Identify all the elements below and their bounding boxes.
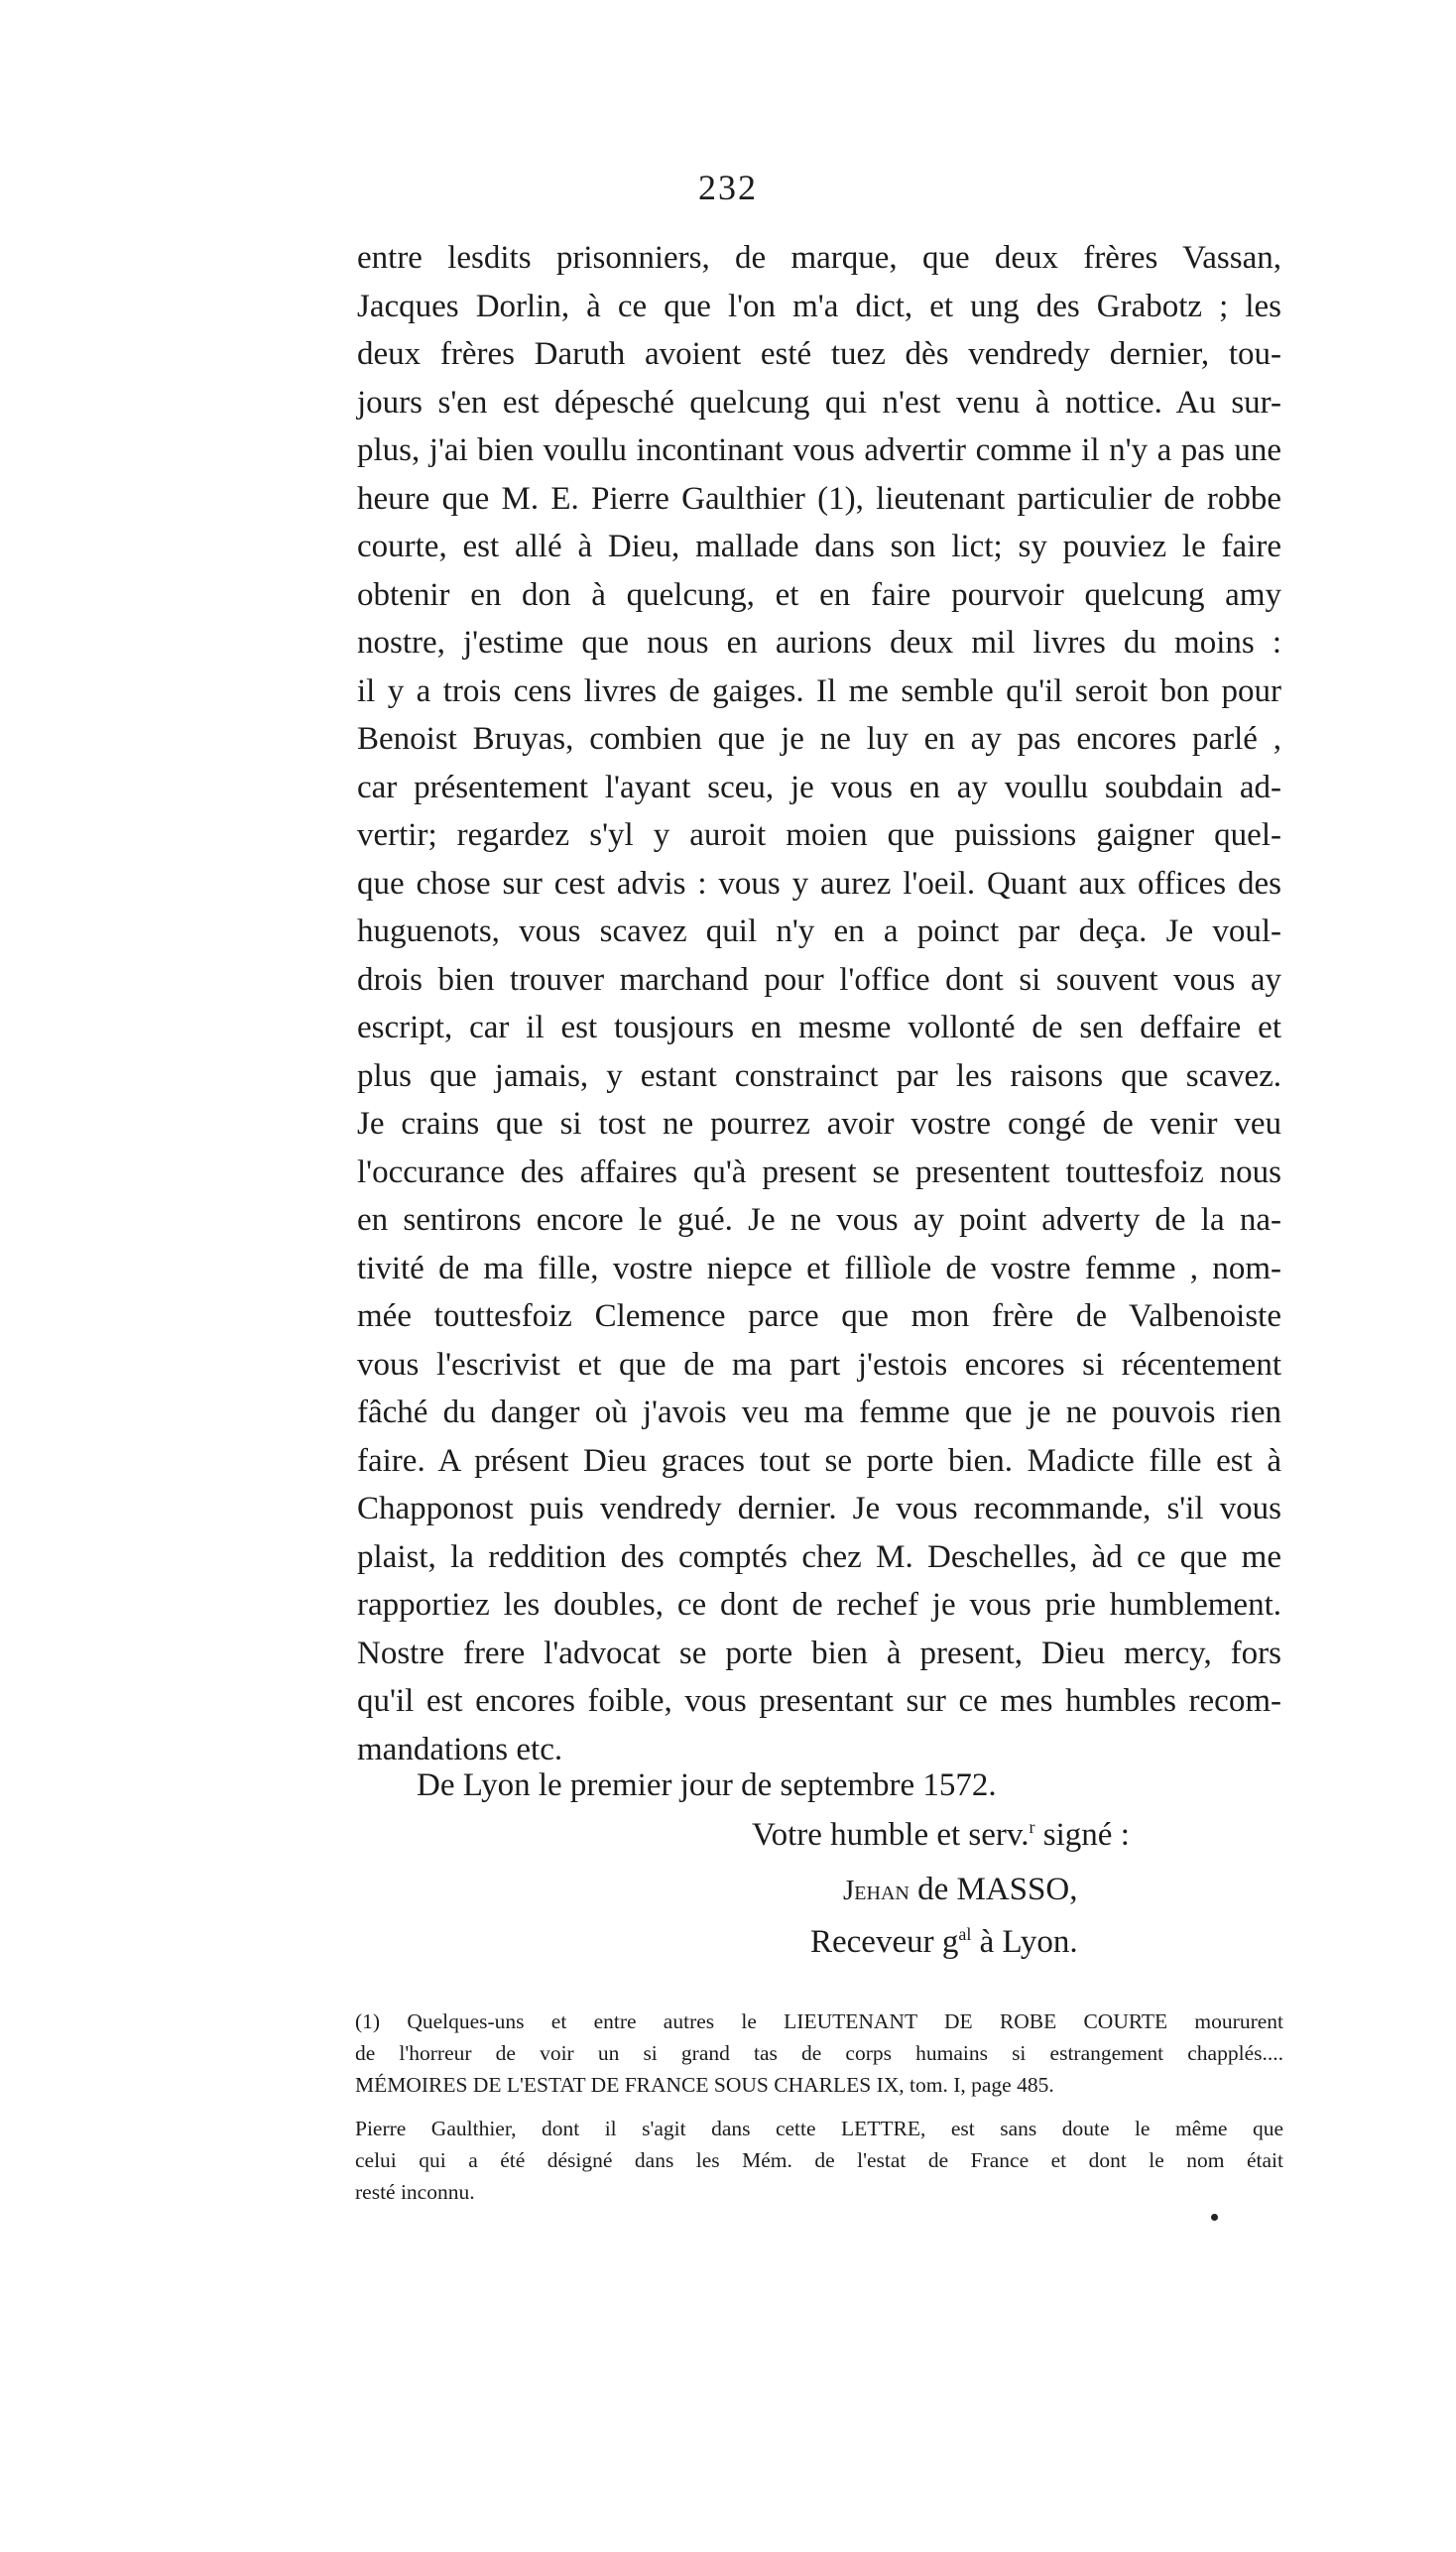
body-line: drois bien trouver marchand pour l'office dont si souvent vous ay — [357, 961, 1281, 998]
body-line: qu'il est encores foible, vous presentant sur ce mes humbles recom- — [357, 1683, 1281, 1719]
body-line: Chapponost puis vendredy dernier. Je vous recommande, s'il vous — [357, 1491, 1281, 1526]
footnote-line: MÉMOIRES DE L'ESTAT DE FRANCE SOUS CHARLES IX, tom. I, page 485. — [355, 2073, 1054, 2097]
body-line: fâché du danger où j'avois veu ma femme que je ne pouvois rien — [357, 1395, 1281, 1430]
body-line: l'occurance des affaires qu'à present se presentent touttesfoiz nous — [357, 1154, 1281, 1190]
title-text: Receveur g — [810, 1924, 959, 1960]
body-line: Benoist Bruyas, combien que je ne luy en ay pas encores parlé , — [357, 721, 1281, 757]
body-line: Je crains que si tost ne pourrez avoir vostre congé de venir veu — [357, 1106, 1281, 1142]
signature-title — [810, 1924, 1078, 1961]
body-line: heure que M. E. Pierre Gaulthier (1), lieutenant particulier de robbe — [357, 480, 1281, 517]
body-line: deux frères Daruth avoient esté tuez dès vendredy dernier, tou- — [357, 336, 1281, 372]
body-line: plaist, la reddition des comptés chez M. Deschelles, àd ce que me — [357, 1538, 1281, 1575]
footnotes — [355, 2005, 1283, 2208]
signer-first-name: Jehan — [843, 1875, 910, 1906]
body-line: il y a trois cens livres de gaiges. Il me semble qu'il seroit bon pour — [357, 672, 1281, 709]
body-line: vous l'escrivist et que de ma part j'estois encores si récentement — [357, 1346, 1281, 1383]
title-superscript: al — [958, 1924, 972, 1944]
title-suffix: à Lyon. — [971, 1924, 1078, 1960]
body-line: mandations etc. — [357, 1731, 563, 1767]
body-line: que chose sur cest advis : vous y aurez l'oeil. Quant aux offices des — [357, 865, 1281, 902]
body-line: escript, car il est tousjours en mesme vollonté de sen deffaire et — [357, 1010, 1281, 1045]
body-line: tivité de ma fille, vostre niepce et fillìole de vostre femme , nom- — [357, 1250, 1281, 1286]
body-line: huguenots, vous scavez quil n'y en a poinct par deça. Je voul- — [357, 913, 1281, 949]
body-line: car présentement l'ayant sceu, je vous en ay voullu soubdain ad- — [357, 769, 1281, 805]
signer-surname: de MASSO, — [909, 1872, 1078, 1907]
closing-superscript: r — [1029, 1817, 1035, 1837]
footnote-line: Pierre Gaulthier, dont il s'agit dans cette LETTRE, est sans doute le même que — [355, 2117, 1283, 2140]
body-line: vertir; regardez s'yl y auroit moien que puissions gaigner quel- — [357, 817, 1281, 853]
footnote-line: celui qui a été désigné dans les Mém. de l'estat de France et dont le nom était — [355, 2148, 1283, 2172]
body-line: mée touttesfoiz Clemence parce que mon frère de Valbenoiste — [357, 1298, 1281, 1334]
signature-name — [843, 1872, 1077, 1908]
body-line: nostre, j'estime que nous en aurions deux mil livres du moins : — [357, 625, 1281, 661]
body-line: faire. A présent Dieu graces tout se porte bien. Madicte fille est à — [357, 1442, 1281, 1479]
page-number: 232 — [698, 168, 758, 207]
closing-text: Votre humble et serv. — [752, 1817, 1030, 1853]
body-line: entre lesdits prisonniers, de marque, que deux frères Vassan, — [357, 240, 1281, 276]
body-line: jours s'en est dépesché quelcung qui n'est venu à nottice. Au sur- — [357, 384, 1281, 421]
body-line: plus, j'ai bien voullu incontinant vous advertir comme il n'y a pas une — [357, 432, 1281, 468]
letter-body — [357, 234, 1281, 1773]
body-line: en sentirons encore le gué. Je ne vous ay point adverty de la na- — [357, 1202, 1281, 1238]
closing-suffix: signé : — [1034, 1817, 1130, 1853]
body-line: Nostre frere l'advocat se porte bien à present, Dieu mercy, fors — [357, 1635, 1281, 1671]
footnote-line: (1) Quelques-uns et entre autres le LIEUTENANT DE ROBE COURTE moururent — [355, 2009, 1283, 2033]
body-line: Jacques Dorlin, à ce que l'on m'a dict, et ung des Grabotz ; les — [357, 288, 1281, 324]
footnote-line: resté inconnu. — [355, 2180, 475, 2204]
body-line: courte, est allé à Dieu, mallade dans son lict; sy pouviez le faire — [357, 529, 1281, 564]
body-line: plus que jamais, y estant constrainct par les raisons que scavez. — [357, 1057, 1281, 1094]
signature-closing — [752, 1817, 1130, 1854]
letter-dateline: De Lyon le premier jour de septembre 1572. — [417, 1767, 997, 1803]
body-line: obtenir en don à quelcung, et en faire pourvoir quelcung amy — [357, 576, 1281, 613]
footnote-line: de l'horreur de voir un si grand tas de corps humains si estrangement chapplés.... — [355, 2041, 1283, 2065]
body-line: rapportiez les doubles, ce dont de rechef je vous prie humblement. — [357, 1587, 1281, 1623]
ink-speck-decoration — [1211, 2214, 1218, 2221]
